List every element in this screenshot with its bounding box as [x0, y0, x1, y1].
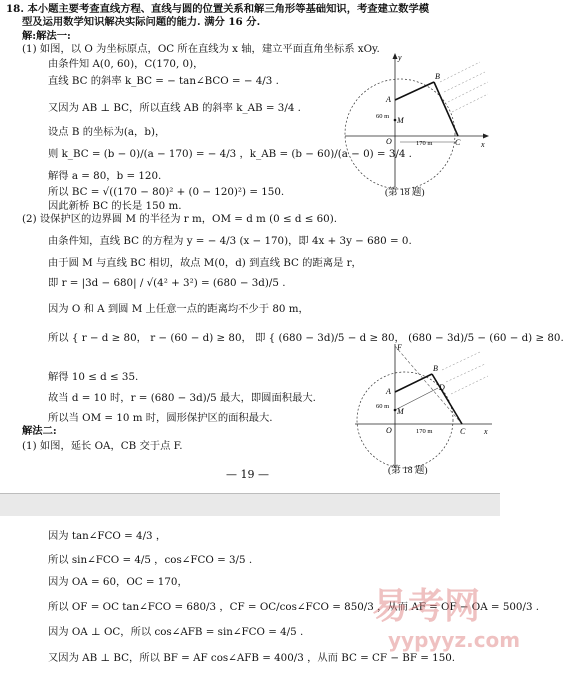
figure-18-extended-diagram: [350, 340, 495, 470]
figure-label: B: [435, 72, 440, 81]
text-line: 所以当 OM = 10 m 时，圆形保护区的面积最大.: [48, 412, 273, 424]
figure-label: M: [397, 116, 404, 125]
text-line: 由于圆 M 与直线 BC 相切，故点 M(0，d) 到直线 BC 的距离是 r，: [48, 257, 362, 269]
text-line: (1) 如图，延长 OA，CB 交于点 F.: [22, 440, 183, 452]
figure-caption: (第 18 题): [388, 466, 428, 476]
solution2-label: 解法二:: [22, 425, 57, 437]
text-line: 解得 10 ≤ d ≤ 35.: [48, 371, 139, 383]
text-line: 因此新桥 BC 的长是 150 m.: [48, 200, 182, 212]
figure-label: O: [386, 137, 392, 146]
text-line: 又因为 AB ⊥ BC，所以 BF = AF cos∠AFB = 400/3 ，从而 BC = CF − BF = 150.: [48, 652, 456, 664]
figure-label: 170 m: [416, 140, 433, 147]
figure-label: x: [484, 427, 488, 436]
text-line: 由条件知 A(0, 60)，C(170, 0)，: [48, 58, 204, 70]
problem-header-line2: 型及运用数学知识解决实际问题的能力. 满分 16 分.: [22, 16, 261, 28]
text-line: 故当 d = 10 时，r = (680 − 3d)/5 最大，即圆面积最大.: [48, 392, 316, 404]
figure-label: F: [397, 343, 402, 352]
text-line: 所以 OF = OC tan∠FCO = 680/3 ，CF = OC/cos∠FCO = 850/3 ，从而 AF = OF − OA = 500/3 .: [48, 601, 540, 613]
text-line: 即 r = |3d − 680| / √(4² + 3²) = (680 − 3d)/5 .: [48, 277, 286, 289]
text-line: 由条件知，直线 BC 的方程为 y = − 4/3 (x − 170)，即 4x + 3y − 680 = 0.: [48, 235, 412, 247]
figure-label: C: [460, 427, 466, 436]
figure-label: M: [397, 407, 404, 416]
text-line: 所以 sin∠FCO = 4/5 ，cos∠FCO = 3/5 .: [48, 554, 253, 566]
figure-label: 60 m: [376, 113, 390, 120]
text-line: 因为 OA ⊥ OC，所以 cos∠AFB = sin∠FCO = 4/5 .: [48, 626, 304, 638]
figure-label: C: [455, 138, 461, 147]
figure-label: D: [439, 383, 445, 392]
figure-label: x: [481, 140, 485, 149]
page-separator: [0, 493, 500, 517]
figure-18-coordinate-diagram: [340, 52, 490, 192]
watermark-logo: 易考网: [372, 586, 481, 627]
figure-caption: (第 18 题): [385, 188, 425, 198]
figure-label: O: [386, 426, 392, 435]
solution1-label: 解:解法一:: [22, 30, 71, 42]
text-line: 又因为 AB ⊥ BC，所以直线 AB 的斜率 k_AB = 3/4 .: [48, 102, 301, 114]
text-line: 因为 OA = 60，OC = 170，: [48, 576, 188, 588]
figure-label: A: [386, 387, 391, 396]
text-line: 设点 B 的坐标为(a，b)，: [48, 126, 166, 138]
figure-label: B: [433, 364, 438, 373]
text-line: 解得 a = 80，b = 120.: [48, 170, 162, 182]
figure-label: y: [398, 53, 402, 62]
watermark-url: yypyyz.com: [388, 628, 521, 652]
figure-label: A: [386, 95, 391, 104]
text-line: (2) 设保护区的边界圆 M 的半径为 r m，OM = d m (0 ≤ d ≤ 60).: [22, 213, 337, 225]
figure-label: 60 m: [376, 403, 390, 410]
text-line: 所以 BC = √((170 − 80)² + (0 − 120)²) = 150.: [48, 186, 285, 198]
figure-label: 170 m: [416, 428, 433, 435]
page-number: — 19 —: [226, 468, 269, 481]
text-line: 则 k_BC = (b − 0)/(a − 170) = − 4/3 ，k_AB = (b − 60)/(a − 0) = 3/4 .: [48, 148, 412, 160]
text-line: 因为 O 和 A 到圆 M 上任意一点的距离均不少于 80 m，: [48, 303, 309, 315]
text-line: 因为 tan∠FCO = 4/3 ，: [48, 530, 167, 542]
text-line: (1) 如图，以 O 为坐标原点，OC 所在直线为 x 轴，建立平面直角坐标系 xOy.: [22, 43, 380, 55]
problem-header-line1: 18. 本小题主要考查直线方程、直线与圆的位置关系和解三角形等基础知识，考查建立数学模: [6, 3, 430, 15]
text-line: 直线 BC 的斜率 k_BC = − tan∠BCO = − 4/3 .: [48, 75, 279, 87]
text-line: 所以 { r − d ≥ 80， r − (60 − d) ≥ 80， 即 { (680 − 3d)/5 − d ≥ 80， (680 − 3d)/5 − (60 − d) ≥ 80.: [48, 332, 564, 344]
